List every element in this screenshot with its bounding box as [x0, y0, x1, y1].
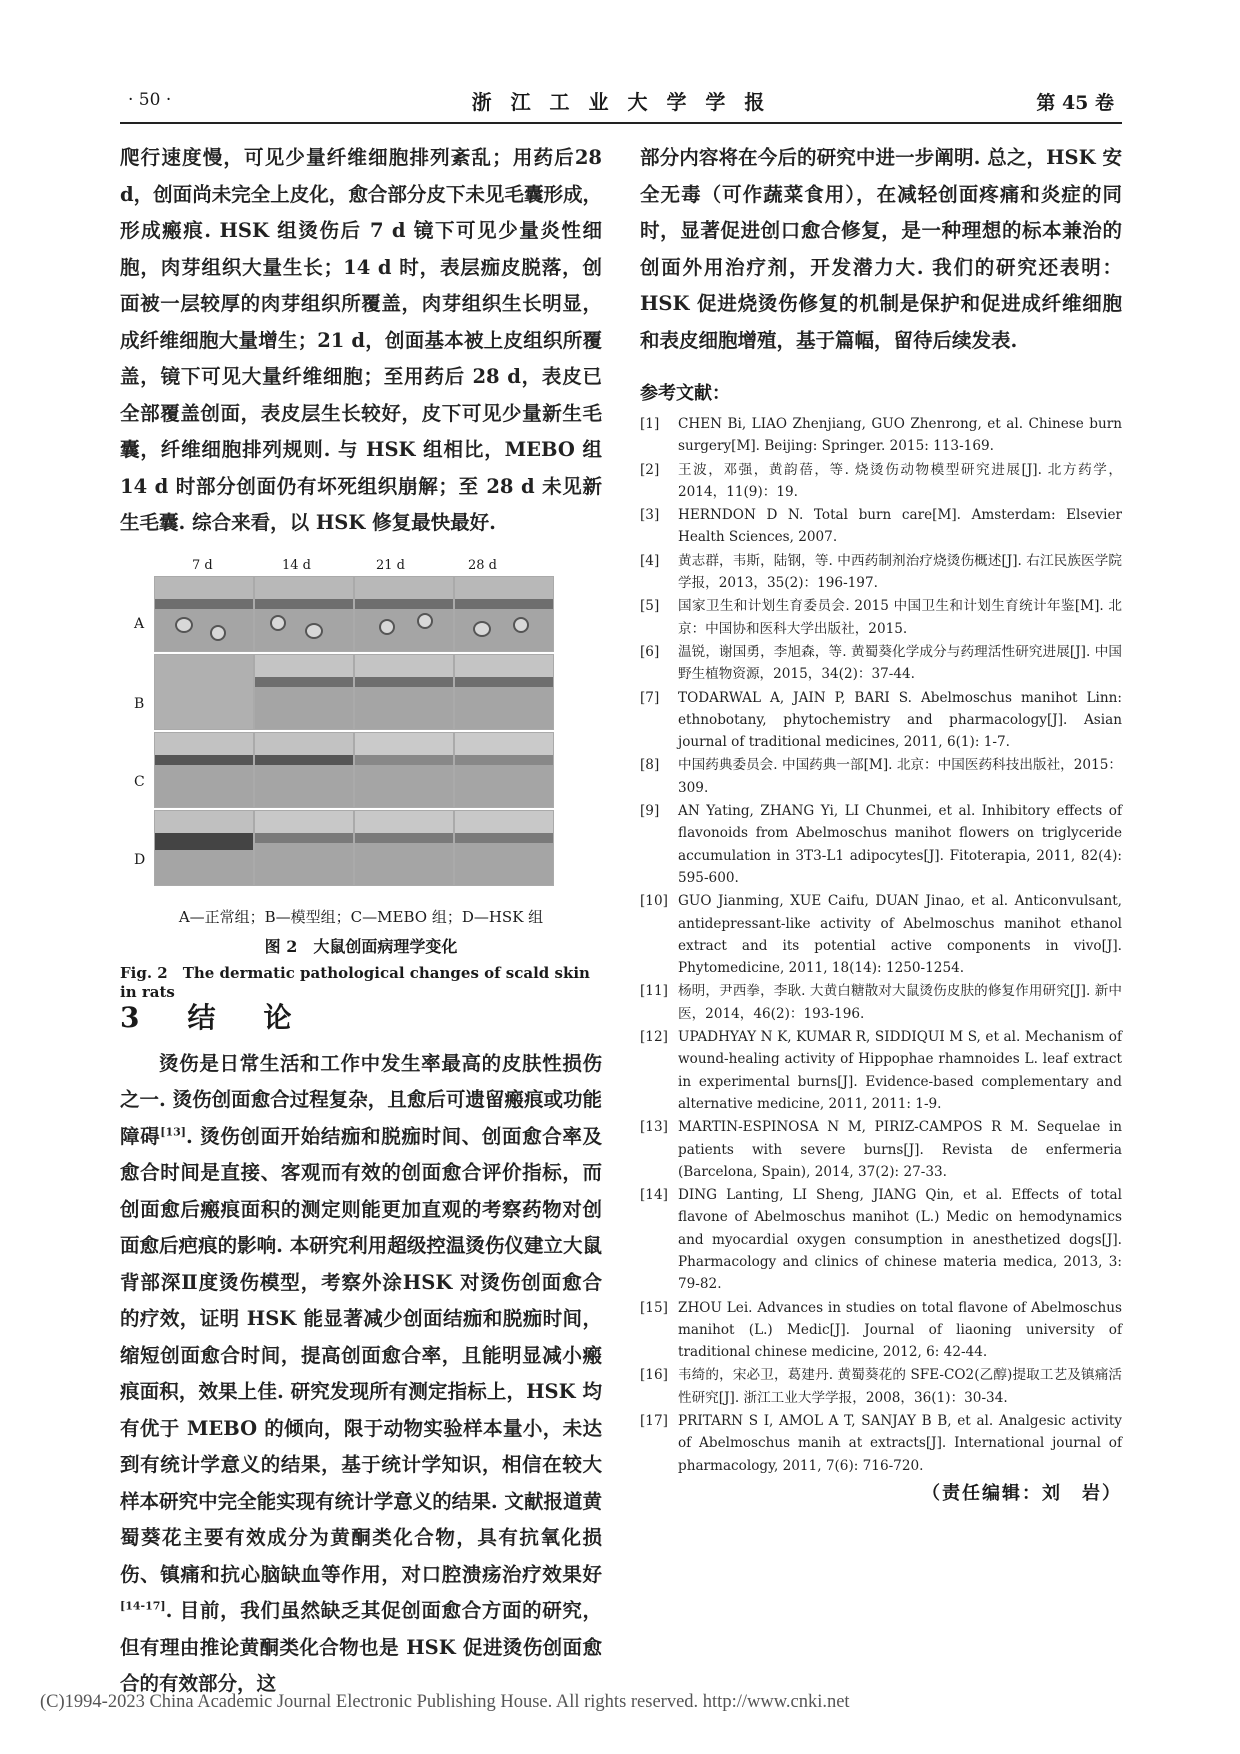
references-heading: 参考文献：: [640, 383, 730, 404]
reference-text: PRITARN S I, AMOL A T, SANJAY B B, et al. Analgesic activity of Abelmoschus manih at extracts[J]. International journal of pharmacology, 2011, 7(6): 716-720.: [678, 1413, 1122, 1474]
reference-text: HERNDON D N. Total burn care[M]. Amsterdam: Elsevier Health Sciences, 2007.: [678, 507, 1122, 546]
responsible-editor: （责任编辑：刘 岩）: [922, 1482, 1122, 1504]
reference-text: MARTIN-ESPINOSA N M, PIRIZ-CAMPOS R M. Sequelae in patients with severe burns[J]. Revista de enfermeria (Barcelona, Spain), 2014, 37(2): 27-33.: [678, 1119, 1122, 1180]
reference-item: [640, 1297, 1122, 1364]
reference-number: [10]: [640, 893, 668, 910]
reference-text: 韦绮的，宋必卫，葛建丹. 黄蜀葵花的 SFE-CO2(乙醇)提取工艺及镇痛活性研究[J]. 浙江工业大学学报，2008，36(1)：30-34.: [678, 1367, 1122, 1406]
micrograph-b-28d: [454, 654, 554, 730]
page-header: [120, 86, 1122, 124]
col-label-7d: 7 d: [192, 557, 213, 573]
micrograph-c-14d: [254, 732, 354, 808]
micrograph-grid: [134, 556, 554, 886]
reference-text: 杨明，尹西拳，李耿. 大黄白糖散对大鼠烫伤皮肤的修复作用研究[J]. 新中医，2014，46(2)：193-196.: [678, 983, 1122, 1022]
reference-number: [7]: [640, 689, 660, 706]
row-label-d: D: [134, 851, 146, 868]
reference-number: [4]: [640, 552, 660, 569]
reference-item: [640, 504, 1122, 549]
conclusion-text-c: . 目前，我们虽然缺乏其促创面愈合方面的研究，但有理由推论黄酮类化合物也是 HSK 促进烫伤创面愈合的有效部分，这: [120, 1599, 602, 1695]
reference-item: [640, 1410, 1122, 1477]
conclusion-continued: 部分内容将在今后的研究中进一步阐明. 总之，HSK 安全无毒（可作蔬菜食用），在减轻创面疼痛和炎症的同时，显著促进创口愈合修复，是一种理想的标本兼治的创面外用治疗剂，开发潜力大. 我们的研究还表明：HSK 促进烧烫伤修复的机制是保护和促进成纤维细胞和表皮细胞增殖，基于篇幅，留待后续发表.: [640, 146, 1122, 352]
reference-number: [8]: [640, 757, 660, 774]
reference-item: [640, 641, 1122, 686]
reference-list: [640, 413, 1122, 1477]
reference-item: [640, 754, 1122, 799]
micrograph-d-7d: [154, 810, 254, 886]
reference-item: [640, 1184, 1122, 1295]
reference-item: [640, 1026, 1122, 1115]
reference-item: [640, 890, 1122, 979]
reference-number: [14]: [640, 1187, 668, 1204]
micrograph-d-14d: [254, 810, 354, 886]
section-heading-conclusion: 3 结 论: [120, 1000, 302, 1034]
col-label-21d: 21 d: [376, 557, 405, 573]
reference-text: 温锐，谢国勇，李旭森，等. 黄蜀葵化学成分与药理活性研究进展[J]. 中国野生植物资源，2015，34(2)：37-44.: [678, 643, 1122, 683]
micrograph-a-14d: [254, 576, 354, 652]
results-paragraph: 爬行速度慢，可见少量纤维细胞排列紊乱；用药后28 d，创面尚未完全上皮化，愈合部分皮下未见毛囊形成，形成瘢痕. HSK 组烫伤后 7 d 镜下可见少量炎性细胞，肉芽组织大量生长；14 d 时，表层痂皮脱落，创面被一层较厚的肉芽组织所覆盖，肉芽组织生长明显，成纤维细胞大量增生；21 d，创面基本被上皮组织所覆盖，镜下可见大量纤维细胞；至用药后 28 d，表皮已全部覆盖创面，表皮层生长较好，皮下可见少量新生毛囊，纤维细胞排列规则. 与 HSK 组相比，MEBO 组 14 d 时部分创面仍有坏死组织崩解；至 28 d 未见新生毛囊. 综合来看，以 HSK 修复最快最好.: [120, 146, 602, 534]
reference-text: DING Lanting, LI Sheng, JIANG Qin, et al. Effects of total flavone of Abelmoschus manihot (L.) Medic on hemodynamics and myocardial oxygen consumption in anesthetized dogs[J]. Pharmacology and clinics of chinese materia medica, 2013, 3: 79-82.: [678, 1187, 1122, 1293]
right-column: [640, 140, 1122, 1505]
citation-14-17: [14-17]: [120, 1599, 166, 1613]
reference-number: [5]: [640, 598, 660, 615]
row-label-c: C: [134, 773, 145, 790]
row-label-b: B: [134, 695, 145, 712]
micrograph-c-21d: [354, 732, 454, 808]
micrograph-d-28d: [454, 810, 554, 886]
figure-subcaption: A—正常组；B—模型组；C—MEBO 组；D—HSK 组: [178, 907, 544, 926]
micrograph-a-21d: [354, 576, 454, 652]
volume-label: 第 45 卷: [1036, 92, 1114, 114]
reference-number: [17]: [640, 1413, 668, 1430]
reference-item: [640, 980, 1122, 1025]
copyright-footer: (C)1994-2023 China Academic Journal Electronic Publishing House. All rights reserved. http://www.cnki.net: [40, 1692, 850, 1712]
conclusion-text-b: . 烫伤创面开始结痂和脱痂时间、创面愈合率及愈合时间是直接、客观而有效的创面愈合评价指标，而创面愈后瘢痕面积的测定则能更加直观的考察药物对创面愈后疤痕的影响. 本研究利用超级控温烫伤仪建立大鼠背部深Ⅱ度烫伤模型，考察外涂HSK 对烫伤创面愈合的疗效，证明 HSK 能显著减少创面结痂和脱痂时间，缩短创面愈合时间，提高创面愈合率，且能明显减小瘢痕面积，效果上佳. 研究发现所有测定指标上，HSK 均有优于 MEBO 的倾向，限于动物实验样本量小，未达到有统计学意义的结果，基于统计学知识，相信在较大样本研究中完全能实现有统计学意义的结果. 文献报道黄蜀葵花主要有效成分为黄酮类化合物，具有抗氧化损伤、镇痛和抗心脑缺血等作用，对口腔溃疡治疗效果好: [120, 1124, 602, 1586]
reference-text: ZHOU Lei. Advances in studies on total flavone of Abelmoschus manihot (L.) Medic[J]. Journal of liaoning university of traditional chinese medicine, 2012, 6: 42-44.: [678, 1299, 1122, 1361]
micrograph-d-21d: [354, 810, 454, 886]
micrograph-c-28d: [454, 732, 554, 808]
reference-text: 中国药典委员会. 中国药典一部[M]. 北京：中国医药科技出版社，2015：309.: [678, 757, 1122, 796]
reference-item: [640, 413, 1122, 458]
reference-number: [9]: [640, 803, 660, 820]
row-label-a: A: [134, 615, 145, 632]
reference-text: TODARWAL A, JAIN P, BARI S. Abelmoschus manihot Linn: ethnobotany, phytochemistry and pharmacology[J]. Asian journal of traditional medicines, 2011, 6(1): 1-7.: [678, 689, 1122, 751]
reference-number: [15]: [640, 1299, 668, 1316]
reference-text: 国家卫生和计划生育委员会. 2015 中国卫生和计划生育统计年鉴[M]. 北京：中国协和医科大学出版社，2015.: [678, 598, 1122, 637]
reference-number: [1]: [640, 416, 660, 432]
reference-item: [640, 595, 1122, 640]
reference-text: UPADHYAY N K, KUMAR R, SIDDIQUI M S, et al. Mechanism of wound-healing activity of Hippophae rhamnoides L. leaf extract in experimental burns[J]. Evidence-based complementary and alternative medicine, 2011, 2011: 1-9.: [678, 1029, 1122, 1112]
reference-item: [640, 687, 1122, 754]
micrograph-b-7d: [154, 654, 254, 730]
micrograph-a-7d: [154, 576, 254, 652]
reference-number: [3]: [640, 507, 660, 524]
micrograph-c-7d: [154, 732, 254, 808]
figure-title-en: Fig. 2 The dermatic pathological changes of scald skin in rats: [120, 963, 590, 1001]
reference-number: [6]: [640, 643, 660, 660]
page-number: · 50 ·: [128, 90, 172, 110]
micrograph-b-14d: [254, 654, 354, 730]
conclusion-text-a: 烫伤是日常生活和工作中发生率最高的皮肤性损伤之一. 烫伤创面愈合过程复杂，且愈后可遗留瘢痕或功能障碍: [120, 1051, 602, 1148]
reference-item: [640, 800, 1122, 889]
reference-number: [13]: [640, 1119, 668, 1136]
reference-number: [12]: [640, 1029, 668, 1046]
reference-text: GUO Jianming, XUE Caifu, DUAN Jinao, et al. Anticonvulsant, antidepressant-like activity of Abelmoschus manihot ethanol extract and its potential active components in vivo[J]. Phytomedicine, 2011, 18(14): 1250-1254.: [678, 893, 1122, 977]
reference-item: [640, 550, 1122, 595]
reference-text: 黄志群，韦斯，陆钢，等. 中西药制剂治疗烧烫伤概述[J]. 右江民族医学院学报，2013，35(2)：196-197.: [678, 552, 1122, 592]
reference-item: [640, 1364, 1122, 1409]
reference-text: AN Yating, ZHANG Yi, LI Chunmei, et al. Inhibitory effects of flavonoids from Abelmoschus manihot flowers on triglyceride accumulation in 3T3-L1 adipocytes[J]. Fitoterapia, 2011, 82(4): 595-600.: [678, 803, 1122, 886]
reference-text: 王波，邓强，黄韵蓓，等. 烧烫伤动物模型研究进展[J]. 北方药学，2014，11(9)：19.: [678, 461, 1122, 500]
reference-number: [11]: [640, 983, 668, 1000]
reference-number: [2]: [640, 461, 660, 478]
reference-number: [16]: [640, 1367, 668, 1384]
citation-13: [13]: [160, 1125, 186, 1138]
col-label-28d: 28 d: [468, 557, 497, 573]
figure-title-cn: 图 2 大鼠创面病理学变化: [264, 936, 458, 956]
micrograph-b-21d: [354, 654, 454, 730]
figure-2: [120, 556, 602, 1001]
micrograph-a-28d: [454, 576, 554, 652]
reference-item: [640, 459, 1122, 504]
col-label-14d: 14 d: [282, 557, 311, 573]
reference-item: [640, 1116, 1122, 1183]
journal-title: 浙 江 工 业 大 学 学 报: [471, 90, 771, 114]
left-column: [120, 140, 602, 1703]
reference-text: CHEN Bi, LIAO Zhenjiang, GUO Zhenrong, et al. Chinese burn surgery[M]. Beijing: Springer. 2015: 113-169.: [678, 416, 1122, 455]
conclusion-paragraph: [120, 1046, 602, 1703]
